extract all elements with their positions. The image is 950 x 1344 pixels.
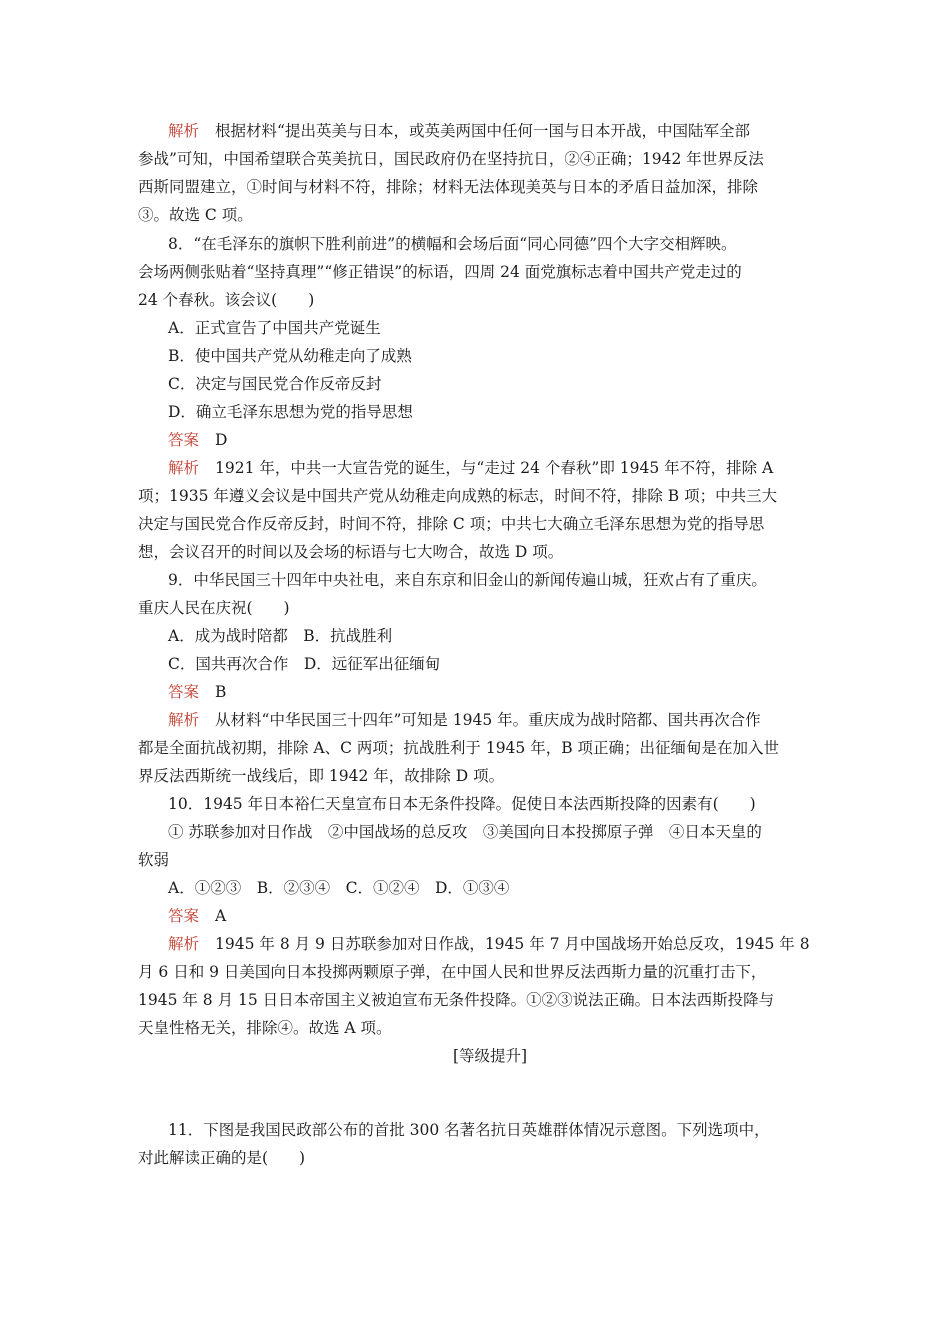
q9-options-line-2: C．国共再次合作 D．远征军出征缅甸 xyxy=(168,655,441,673)
q8-analysis-line-3: 决定与国民党合作反帝反封，时间不符，排除 C 项；中共七大确立毛泽东思想为党的指导思 xyxy=(138,515,765,533)
q7-analysis-line-1: 解析 根据材料“提出英美与日本，或英美两国中任何一国与日本开战，中国陆军全部 xyxy=(168,122,750,140)
q10-items-line-2: 软弱 xyxy=(138,851,170,869)
q11-stem-line-1: 11．下图是我国民政部公布的首批 300 名著名抗日英雄群体情况示意图。下列选项中， xyxy=(168,1121,770,1139)
q7-analysis-line-4: ③。故选 C 项。 xyxy=(138,206,253,224)
answer-label: 答案 xyxy=(168,907,200,925)
section-title: [等级提升] xyxy=(452,1047,528,1065)
q9-analysis-line-2: 都是全面抗战初期，排除 A、C 两项；抗战胜利于 1945 年，B 项正确；出征缅甸是在加入世 xyxy=(138,739,780,757)
q9-options-line-1: A．成为战时陪都 B．抗战胜利 xyxy=(168,627,393,645)
q7-analysis-line-2: 参战”可知，中国希望联合英美抗日，国民政府仍在坚持抗日，②④正确；1942 年世界反法 xyxy=(138,150,764,168)
q10-items-line-1: ① 苏联参加对日作战 ②中国战场的总反攻 ③美国向日本投掷原子弹 ④日本天皇的 xyxy=(168,823,762,841)
q8-option-b: B．使中国共产党从幼稚走向了成熟 xyxy=(168,347,412,365)
q11-stem-line-2: 对此解读正确的是( ) xyxy=(138,1149,306,1167)
q10-answer-value: A xyxy=(215,907,227,925)
answer-label: 答案 xyxy=(168,683,200,701)
q9-analysis-line-3: 界反法西斯统一战线后，即 1942 年，故排除 D 项。 xyxy=(138,767,505,785)
q8-analysis-line-4: 想，会议召开的时间以及会场的标语与七大吻合，故选 D 项。 xyxy=(138,543,564,561)
q10-analysis-line-2: 月 6 日和 9 日美国向日本投掷两颗原子弹，在中国人民和世界反法西斯力量的沉重打击下， xyxy=(138,963,767,981)
q9-analysis-line-1: 解析 从材料“中华民国三十四年”可知是 1945 年。重庆成为战时陪都、国共再次合作 xyxy=(168,711,761,729)
q10-analysis-line-3: 1945 年 8 月 15 日日本帝国主义被迫宣布无条件投降。①②③说法正确。日本法西斯投降与 xyxy=(138,991,775,1009)
q9-stem-line-2: 重庆人民在庆祝( ) xyxy=(138,599,290,617)
q8-answer xyxy=(0,427,950,453)
q9-answer-value: B xyxy=(215,683,227,701)
q8-stem-line-3: 24 个春秋。该会议( ) xyxy=(138,291,315,309)
q8-analysis-line-1: 解析 1921 年，中共一大宣告党的诞生，与“走过 24 个春秋”即 1945 年不符，排除 A xyxy=(168,459,774,477)
q9-answer xyxy=(0,679,950,705)
q8-answer-value: D xyxy=(215,431,228,449)
q10-analysis-line-1: 解析 1945 年 8 月 9 日苏联参加对日作战，1945 年 7 月中国战场开始总反攻，1945 年 8 xyxy=(168,935,810,953)
analysis-label: 解析 xyxy=(168,711,200,729)
q8-analysis-line-2: 项；1935 年遵义会议是中国共产党从幼稚走向成熟的标志，时间不符，排除 B 项；中共三大 xyxy=(138,487,778,505)
q7-analysis-line-3: 西斯同盟建立，①时间与材料不符，排除；材料无法体现美英与日本的矛盾日益加深，排除 xyxy=(138,178,759,196)
q8-stem-line-1: 8．“在毛泽东的旗帜下胜利前进”的横幅和会场后面“同心同德”四个大字交相辉映。 xyxy=(168,235,737,253)
analysis-label: 解析 xyxy=(168,459,200,477)
q10-stem: 10．1945 年日本裕仁天皇宣布日本无条件投降。促使日本法西斯投降的因素有( ) xyxy=(168,795,756,813)
q9-stem-line-1: 9．中华民国三十四年中央社电，来自东京和旧金山的新闻传遍山城，狂欢占有了重庆。 xyxy=(168,571,767,589)
q8-option-c: C．决定与国民党合作反帝反封 xyxy=(168,375,382,393)
q10-answer xyxy=(0,903,950,929)
q10-options: A．①②③ B．②③④ C．①②④ D．①③④ xyxy=(168,879,510,897)
q8-option-d: D．确立毛泽东思想为党的指导思想 xyxy=(168,403,413,421)
analysis-label: 解析 xyxy=(168,935,200,953)
q8-stem-line-2: 会场两侧张贴着“坚持真理”“修正错误”的标语，四周 24 面党旗标志着中国共产党走过的 xyxy=(138,263,742,281)
q10-analysis-line-4: 天皇性格无关，排除④。故选 A 项。 xyxy=(138,1019,392,1037)
q8-option-a: A．正式宣告了中国共产党诞生 xyxy=(168,319,381,337)
analysis-label: 解析 xyxy=(168,122,200,140)
answer-label: 答案 xyxy=(168,431,200,449)
